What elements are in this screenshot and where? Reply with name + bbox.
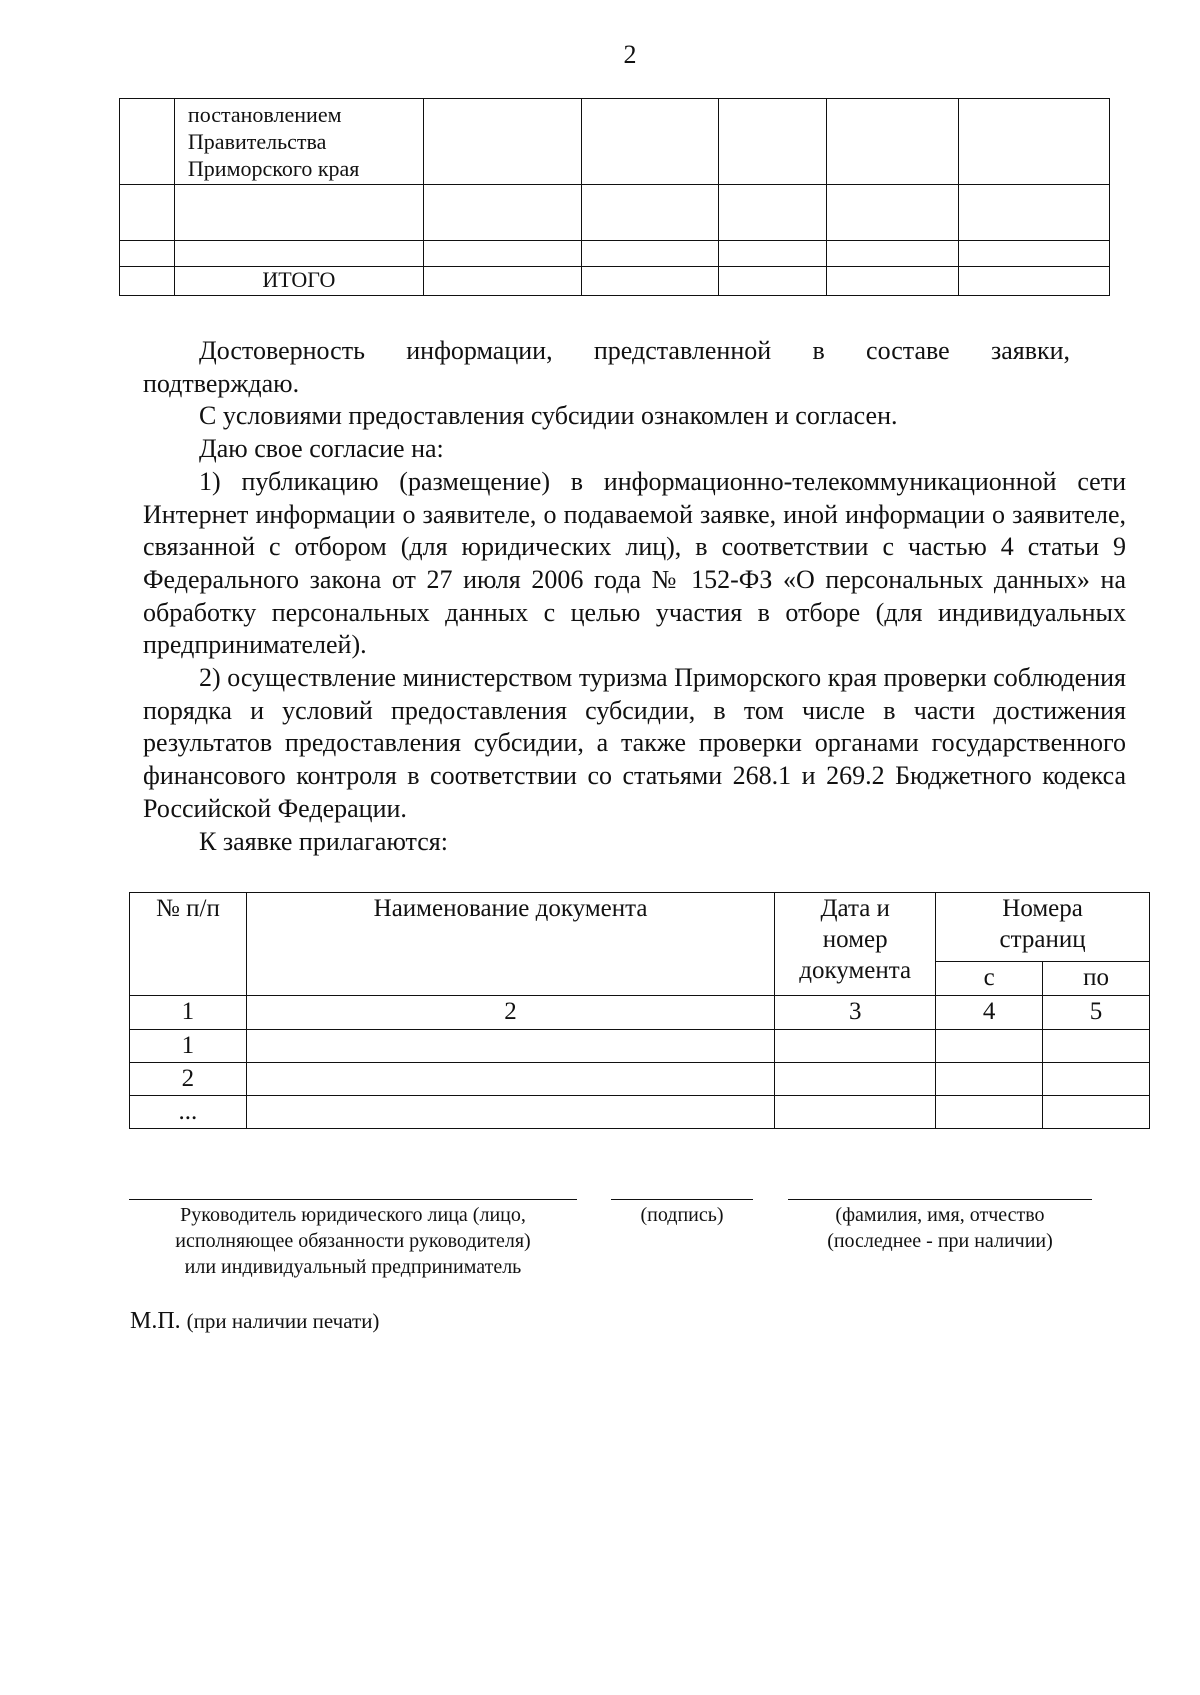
header-to: по (1043, 962, 1150, 996)
stamp-place (130, 1308, 379, 1335)
table-cell-text: постановлением Правительства Приморского края (174, 99, 423, 185)
header-pages: Номера страниц (936, 893, 1150, 962)
reliability-confirm: подтверждаю. (143, 368, 300, 398)
header-date-number: Дата и номер документа (775, 893, 936, 996)
table-header-row (130, 893, 1150, 962)
table-row: 1 (130, 1030, 1150, 1063)
total-label: ИТОГО (174, 267, 423, 296)
table-row (120, 185, 1110, 241)
total-row (120, 267, 1110, 296)
signature-line (611, 1199, 753, 1200)
page-number: 2 (623, 40, 637, 69)
stamp-note: (при наличии печати) (186, 1309, 380, 1333)
attachments-intro: К заявке прилагаются: (199, 826, 448, 856)
attachments-table (129, 892, 1150, 1129)
header-num: № п/п (130, 893, 247, 996)
stamp-label: М.П. (130, 1308, 181, 1334)
header-doc-name: Наименование документа (246, 893, 774, 996)
table-row (120, 99, 1110, 185)
fio-caption: (фамилия, имя, отчество (последнее - при наличии) (827, 1204, 1053, 1252)
expenses-table (119, 98, 1110, 296)
reliability-statement: Достоверность информации, представленной в составе заявки, (199, 336, 1071, 365)
head-caption: Руководитель юридического лица (лицо, исполняющее обязанности руководителя) или индивидуальный предприниматель (175, 1204, 531, 1278)
table-row (120, 241, 1110, 267)
sign-caption: (подпись) (640, 1204, 724, 1226)
body-text (143, 335, 1126, 858)
fio-line (788, 1199, 1092, 1200)
head-signature-line (129, 1199, 577, 1200)
table-row: 2 (130, 1063, 1150, 1096)
table-cell (120, 99, 175, 185)
consent-intro: Даю свое согласие на: (199, 434, 444, 464)
header-from: с (936, 962, 1043, 996)
conditions-statement: С условиями предоставления субсидии ознакомлен и согласен. (199, 401, 898, 431)
consent-item-2: 2) осуществление министерством туризма Приморского края проверки соблюдения порядка и условий предоставления субсидии, в том числе в части достижения результатов предоставления субсидии, а также проверки органами государственного финансового контроля в соответствии со статьями 268.1 и 269.2 Бюджетного кодекса Российской Федерации. (143, 663, 1126, 823)
consent-item-1: 1) публикацию (размещение) в информационно-телекоммуникационной сети Интернет информации о заявителе, о подаваемой заявке, иной информации о заявителе, связанной с отбором (для юридических лиц), в соответствии с частью 4 статьи 9 Федерального закона от 27 июля 2006 года № 152-ФЗ «О персональных данных» на обработку персональных данных с целью участия в отборе (для индивидуальных предпринимателей). (143, 466, 1126, 660)
table-index-row: 1 2 3 4 5 (130, 996, 1150, 1030)
table-row: ... (130, 1096, 1150, 1129)
